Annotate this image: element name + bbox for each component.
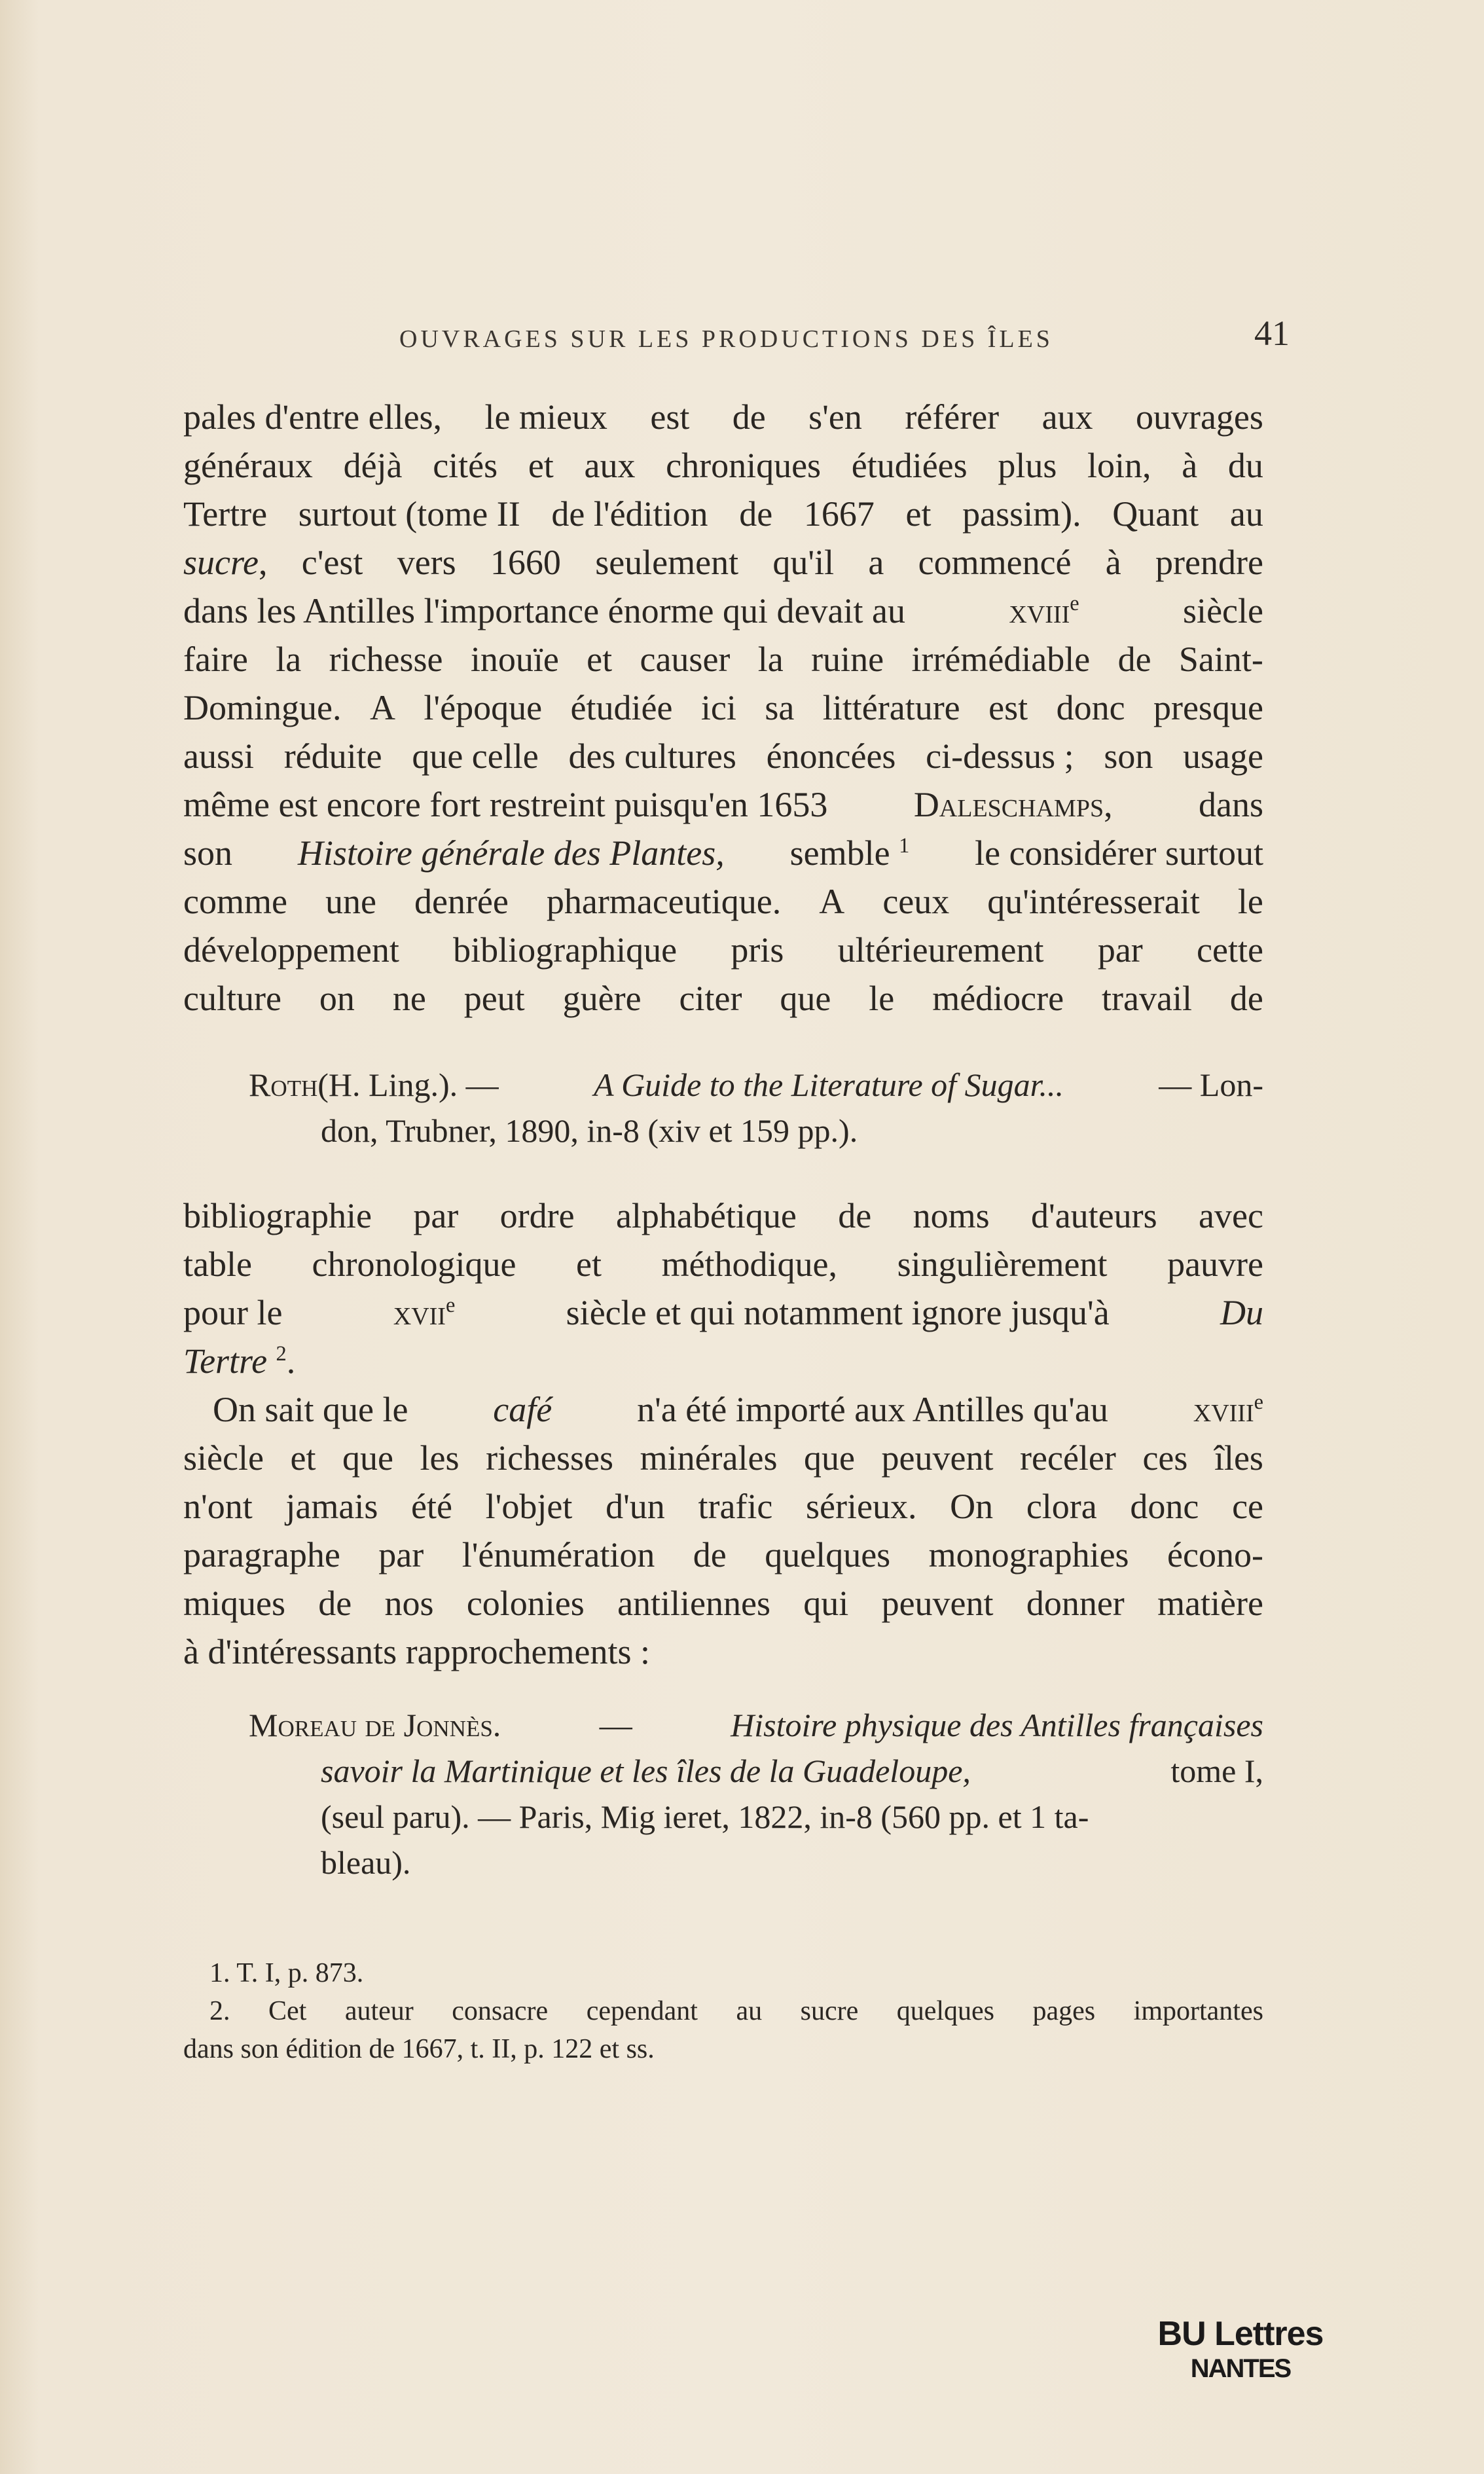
- word: à: [1105, 543, 1121, 582]
- text-line: son Histoire générale des Plantes, semble $^1$ le considérer surtout: [183, 829, 1263, 877]
- text-line: Roth(H. Ling.). — A Guide to the Literature of Sugar... — Lon-: [249, 1062, 1263, 1108]
- word: et: [290, 1438, 316, 1478]
- word: ruine: [811, 640, 884, 679]
- word: plus: [998, 446, 1057, 485]
- word: îles: [1214, 1438, 1263, 1478]
- word: de: [693, 1535, 727, 1574]
- word: On: [950, 1487, 994, 1526]
- word: ordre: [499, 1196, 575, 1235]
- word: A: [369, 688, 395, 727]
- text-line: [183, 732, 1263, 780]
- word: aux: [1041, 397, 1093, 437]
- word: on: [319, 979, 355, 1018]
- word: inouïe: [470, 640, 559, 679]
- author-name: Moreau de Jonnès.: [249, 1707, 501, 1743]
- word: pharmaceutique.: [546, 882, 782, 921]
- word: travail: [1102, 979, 1192, 1018]
- word: ultérieurement: [837, 930, 1044, 970]
- word: d'un: [606, 1487, 665, 1526]
- word: une: [325, 882, 376, 921]
- word: richesses: [486, 1438, 614, 1478]
- word: 1660: [490, 543, 561, 582]
- word: donner: [1026, 1584, 1125, 1623]
- footnotes: [183, 1954, 1263, 2068]
- word: à: [1182, 446, 1198, 485]
- word: que: [780, 979, 831, 1018]
- word: cependant: [586, 1996, 698, 2026]
- word: et: [576, 1245, 602, 1284]
- word: que: [804, 1438, 855, 1478]
- word: matière: [1157, 1584, 1263, 1623]
- word: usage: [1183, 737, 1263, 776]
- word: colonies: [466, 1584, 585, 1623]
- word: singulièrement: [897, 1245, 1108, 1284]
- word: consacre: [452, 1996, 549, 2026]
- word: auteur: [344, 1996, 414, 2026]
- word: pauvre: [1167, 1245, 1263, 1284]
- word: quelques: [896, 1996, 995, 2026]
- text-line: pour le xvii$^e$ siècle et qui notamment ignore jusqu'à Du: [183, 1293, 1263, 1332]
- word: étudiée: [570, 688, 673, 727]
- word: aussi: [183, 737, 254, 776]
- footnote-2: [183, 1992, 1263, 2030]
- text-line: [183, 1579, 1263, 1628]
- word: et: [905, 494, 932, 534]
- word: que celle: [412, 737, 539, 776]
- text-line: savoir la Martinique et les îles de la Guadeloupe, tome I,: [249, 1748, 1263, 1794]
- word: d'auteurs: [1030, 1196, 1157, 1235]
- word: de: [732, 397, 766, 437]
- word: ici: [700, 688, 736, 727]
- word: sérieux.: [806, 1487, 917, 1526]
- word: noms: [913, 1196, 990, 1235]
- word: le: [1237, 882, 1263, 921]
- stamp-line-2: NANTES: [1190, 2354, 1291, 2383]
- word: médiocre: [932, 979, 1064, 1018]
- word: les: [420, 1438, 460, 1478]
- text-line: Moreau de Jonnès. — Histoire physique des Antilles françaises: [249, 1702, 1263, 1748]
- word: A: [819, 882, 845, 921]
- word: ci-dessus ;: [926, 737, 1074, 776]
- author-name: Daleschamps: [913, 785, 1104, 824]
- word: chronologique: [312, 1245, 516, 1284]
- word: monographies: [928, 1535, 1129, 1574]
- word: recéler: [1020, 1438, 1116, 1478]
- word: qu'il: [772, 543, 835, 582]
- word: de: [1117, 640, 1151, 679]
- reference-roth: [249, 1062, 1263, 1154]
- text-line: [183, 635, 1263, 683]
- word: c'est: [301, 543, 363, 582]
- page-number: 41: [1254, 314, 1290, 353]
- word: et: [587, 640, 613, 679]
- word: aux: [584, 446, 636, 485]
- word: seulement: [595, 543, 739, 582]
- word: ce: [1232, 1487, 1263, 1526]
- word: siècle: [183, 1438, 264, 1478]
- text-line: [183, 1240, 1263, 1288]
- word: loin,: [1087, 446, 1151, 485]
- word: de: [739, 494, 773, 534]
- word: qu'intéresserait: [987, 882, 1200, 921]
- text-line: [183, 441, 1263, 490]
- text-line: dans les Antilles l'importance énorme qui devait au xviii$^e$ siècle: [183, 591, 1263, 630]
- library-stamp: [1155, 2314, 1326, 2384]
- text-line: même est encore fort restreint puisqu'en 1653 Daleschamps, dans: [183, 785, 1263, 824]
- word: chroniques: [666, 446, 822, 485]
- word: que: [342, 1438, 393, 1478]
- text-line: don, Trubner, 1890, in-8 (xiv et 159 pp.).: [321, 1112, 858, 1149]
- word: de: [838, 1196, 872, 1235]
- word: qui: [803, 1584, 849, 1623]
- word: méthodique,: [661, 1245, 838, 1284]
- word: pris: [731, 930, 784, 970]
- word: trafic: [698, 1487, 773, 1526]
- word: développement: [183, 930, 399, 970]
- word: par: [1097, 930, 1143, 970]
- text-line: [183, 1482, 1263, 1531]
- word: écono-: [1167, 1535, 1263, 1574]
- word: n'ont: [183, 1487, 253, 1526]
- word: 2.: [209, 1996, 230, 2026]
- word: par: [378, 1535, 424, 1574]
- word: bibliographique: [453, 930, 678, 970]
- word: causer: [640, 640, 731, 679]
- text-line: Tertre $^2$.: [183, 1341, 296, 1381]
- word: de: [1229, 979, 1263, 1018]
- paragraph-3: [183, 1385, 1263, 1676]
- word: des cultures: [568, 737, 736, 776]
- word: littérature: [822, 688, 960, 727]
- footnote-ref: 2: [276, 1342, 287, 1366]
- word: ces: [1142, 1438, 1188, 1478]
- word: l'objet: [485, 1487, 573, 1526]
- word: citer: [679, 979, 742, 1018]
- word: faire: [183, 640, 248, 679]
- text-line: [183, 1434, 1263, 1482]
- word: Tertre: [183, 494, 268, 534]
- text-line: [183, 974, 1263, 1023]
- word: bibliographie: [183, 1196, 372, 1235]
- cafe-italic: café: [493, 1390, 552, 1429]
- word: vers: [397, 543, 456, 582]
- text-line: [183, 683, 1263, 732]
- word: passim).: [962, 494, 1081, 534]
- word: antiliennes: [617, 1584, 771, 1623]
- paragraph-1: [183, 393, 1263, 1023]
- word: clora: [1026, 1487, 1097, 1526]
- running-title: OUVRAGES SUR LES PRODUCTIONS DES ÎLES: [399, 325, 1053, 353]
- word: et: [528, 446, 554, 485]
- word: le: [869, 979, 895, 1018]
- text-line: [183, 490, 1263, 538]
- word: cette: [1197, 930, 1263, 970]
- word: Saint-: [1178, 640, 1263, 679]
- word: son: [1104, 737, 1153, 776]
- text-line: [183, 877, 1263, 926]
- page-header: [190, 313, 1290, 359]
- word: table: [183, 1245, 252, 1284]
- word: l'énumération: [461, 1535, 655, 1574]
- reference-moreau: [249, 1702, 1263, 1885]
- word: déjà: [343, 446, 403, 485]
- word: commencé: [918, 543, 1072, 582]
- sucre-italic: sucre: [183, 543, 259, 582]
- word: ne: [392, 979, 426, 1018]
- word: peuvent: [881, 1438, 994, 1478]
- word: sucre: [800, 1996, 859, 2026]
- word: a: [868, 543, 884, 582]
- word: au: [736, 1996, 763, 2026]
- word: comme: [183, 882, 287, 921]
- text-line: [183, 1531, 1263, 1579]
- stamp-line-1: BU Lettres: [1157, 2315, 1324, 2353]
- text-line: [183, 393, 1263, 441]
- author-name: Roth: [249, 1066, 318, 1103]
- book-title: Histoire physique des Antilles françaises: [731, 1707, 1263, 1743]
- word: le mieux: [484, 397, 607, 437]
- word: la: [757, 640, 784, 679]
- word: par: [413, 1196, 459, 1235]
- text-line: (seul paru). — Paris, Mig ieret, 1822, in-8 (560 pp. et 1 ta-: [321, 1798, 1089, 1835]
- word: surtout (tome II: [298, 494, 520, 534]
- text-line: [183, 1192, 1263, 1240]
- word: peut: [463, 979, 525, 1018]
- word: pales d'entre elles,: [183, 397, 443, 437]
- word: la: [276, 640, 302, 679]
- word: avec: [1199, 1196, 1263, 1235]
- word: pages: [1032, 1996, 1096, 2026]
- word: prendre: [1155, 543, 1263, 582]
- word: paragraphe: [183, 1535, 340, 1574]
- word: donc: [1130, 1487, 1199, 1526]
- word: été: [411, 1487, 452, 1526]
- word: ceux: [882, 882, 950, 921]
- word: l'époque: [424, 688, 543, 727]
- word: Domingue.: [183, 688, 342, 727]
- word: de l'édition: [551, 494, 708, 534]
- word: minérales: [640, 1438, 778, 1478]
- book-title-cont: savoir la Martinique et les îles de la Guadeloupe,: [321, 1753, 971, 1789]
- word: richesse: [329, 640, 443, 679]
- paragraph-2: [183, 1192, 1263, 1385]
- word: jamais: [285, 1487, 378, 1526]
- word: généraux: [183, 446, 313, 485]
- word: énoncées: [766, 737, 896, 776]
- word: presque: [1153, 688, 1263, 727]
- text-line: [183, 926, 1263, 974]
- text-line: bleau).: [321, 1844, 411, 1881]
- book-title: A Guide to the Literature of Sugar...: [593, 1066, 1064, 1103]
- word: cités: [433, 446, 498, 485]
- word: importantes: [1133, 1996, 1263, 2026]
- word: miques: [183, 1584, 285, 1623]
- word: culture: [183, 979, 281, 1018]
- word: ouvrages: [1135, 397, 1263, 437]
- word: irrémédiable: [911, 640, 1091, 679]
- word: au: [1229, 494, 1263, 534]
- word: nos: [384, 1584, 434, 1623]
- word: référer: [905, 397, 1000, 437]
- text-line: à d'intéressants rapprochements :: [183, 1632, 650, 1671]
- word: du: [1227, 446, 1263, 485]
- word: sa: [765, 688, 795, 727]
- word: denrée: [414, 882, 509, 921]
- word: peuvent: [881, 1584, 994, 1623]
- book-title: Histoire générale des Plantes,: [297, 833, 725, 873]
- word: guère: [562, 979, 642, 1018]
- word: est: [650, 397, 690, 437]
- word: étudiées: [851, 446, 968, 485]
- word: réduite: [283, 737, 382, 776]
- word: de: [318, 1584, 352, 1623]
- word: 1667: [803, 494, 875, 534]
- word: quelques: [765, 1535, 891, 1574]
- footnote-1: 1. T. I, p. 873.: [209, 1958, 364, 1988]
- text-line: sucre, c'est vers 1660 seulement qu'il a commencé à prendre: [183, 538, 1263, 587]
- footnote-ref: 1: [899, 834, 910, 858]
- word: s'en: [808, 397, 862, 437]
- word: donc: [1056, 688, 1125, 727]
- word: Quant: [1112, 494, 1199, 534]
- footnote-2-cont: dans son édition de 1667, t. II, p. 122 et ss.: [183, 2034, 655, 2064]
- word: est: [988, 688, 1028, 727]
- word: alphabétique: [615, 1196, 797, 1235]
- text-line: On sait que le café n'a été importé aux Antilles qu'au xviii$^e$: [183, 1385, 1263, 1434]
- word: Cet: [268, 1996, 307, 2026]
